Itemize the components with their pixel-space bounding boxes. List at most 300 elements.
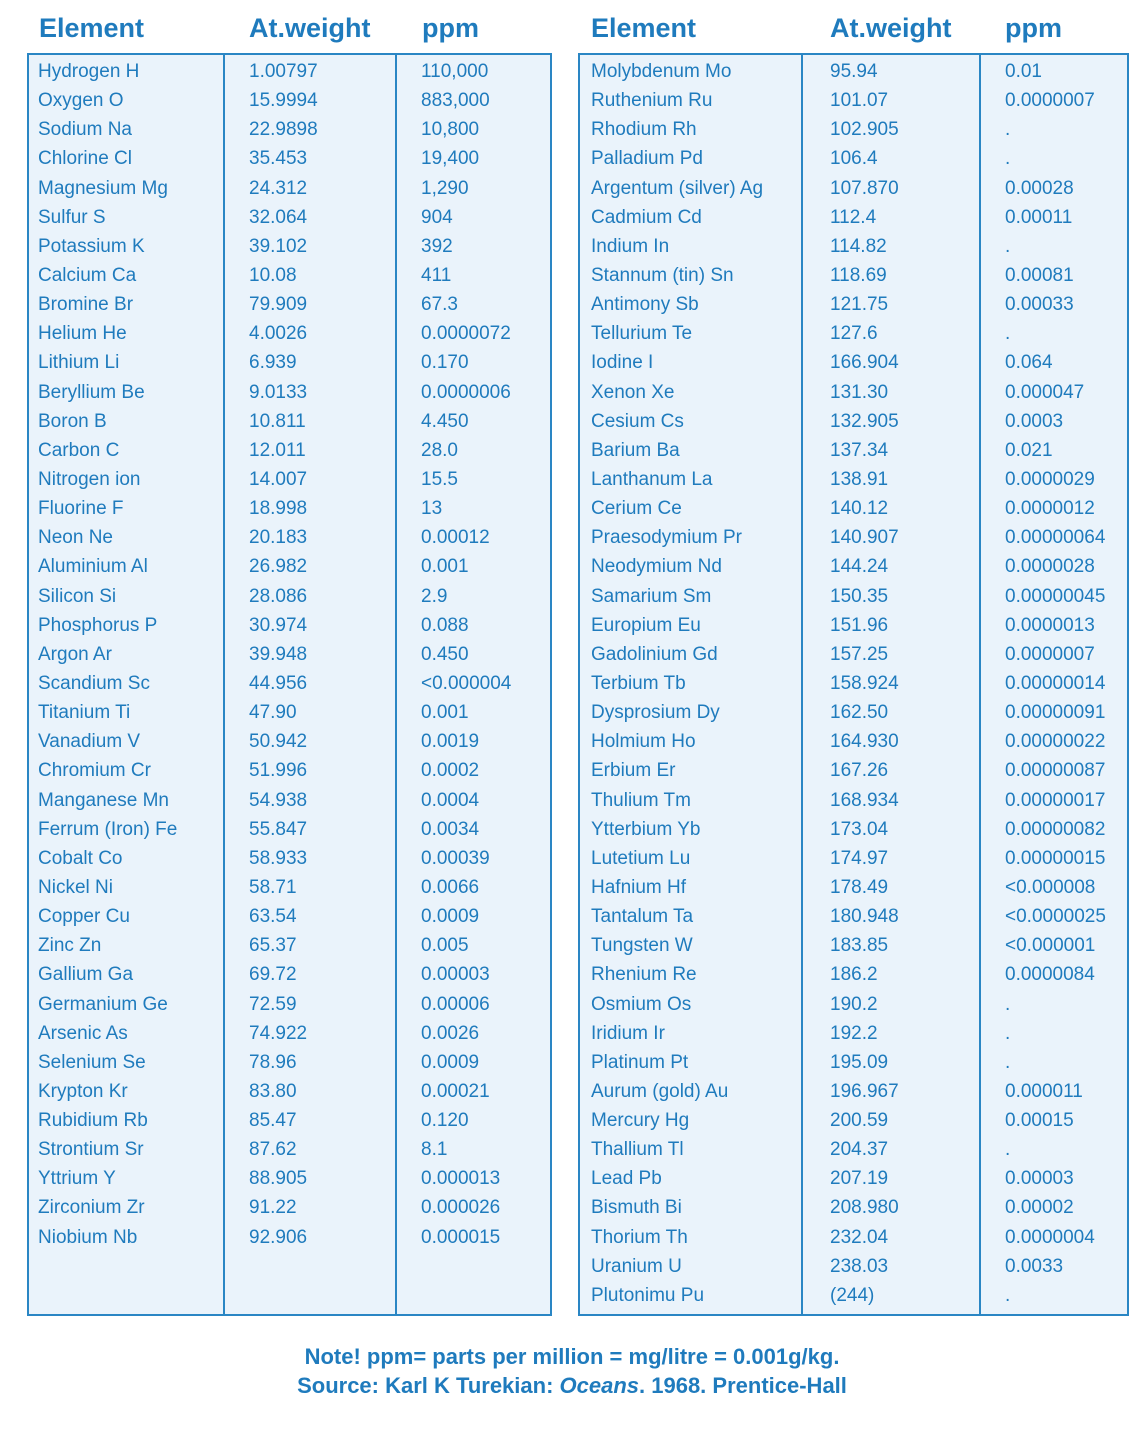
table-row bbox=[580, 611, 1127, 640]
table-row bbox=[29, 1106, 550, 1135]
element-name: Uranium U bbox=[591, 1255, 682, 1277]
ppm-value: 0.120 bbox=[421, 1110, 469, 1132]
ppm-value: 0.0026 bbox=[421, 1022, 480, 1044]
element-name: Chromium Cr bbox=[38, 760, 151, 782]
source-line bbox=[0, 1371, 1144, 1400]
element-name: Carbon C bbox=[38, 439, 120, 461]
table-row bbox=[580, 57, 1127, 86]
ppm-value: 0.0009 bbox=[421, 1051, 480, 1073]
atomic-weight: 55.847 bbox=[249, 818, 308, 840]
right-table-header bbox=[578, 0, 1129, 53]
ppm-value: . bbox=[1005, 1284, 1011, 1306]
table-row bbox=[29, 261, 550, 290]
table-row bbox=[29, 319, 550, 348]
element-name: Beryllium Be bbox=[38, 381, 145, 403]
table-row bbox=[580, 902, 1127, 931]
ppm-value: 67.3 bbox=[421, 294, 458, 316]
table-row bbox=[29, 873, 550, 902]
atomic-weight: 9.0133 bbox=[249, 381, 308, 403]
element-name: Manganese Mn bbox=[38, 789, 169, 811]
element-name: Chlorine Cl bbox=[38, 148, 132, 170]
atomic-weight: 26.982 bbox=[249, 556, 308, 578]
table-row bbox=[29, 611, 550, 640]
atomic-weight: 20.183 bbox=[249, 527, 308, 549]
table-row bbox=[29, 960, 550, 989]
atomic-weight: 118.69 bbox=[830, 264, 887, 286]
element-name: Helium He bbox=[38, 323, 127, 345]
ppm-value: . bbox=[1005, 148, 1011, 170]
ppm-value: 0.00000087 bbox=[1005, 760, 1106, 782]
atomic-weight: (244) bbox=[830, 1284, 875, 1306]
ppm-value: 0.00033 bbox=[1005, 294, 1074, 316]
table-row bbox=[29, 494, 550, 523]
atomic-weight: 232.04 bbox=[830, 1226, 889, 1248]
atomic-weight: 140.907 bbox=[830, 527, 899, 549]
element-name: Indium In bbox=[591, 235, 670, 257]
element-name: Zirconium Zr bbox=[38, 1197, 145, 1219]
atomic-weight: 158.924 bbox=[830, 672, 899, 694]
atomic-weight: 65.37 bbox=[249, 935, 297, 957]
element-name: Thallium Tl bbox=[591, 1139, 684, 1161]
element-name: Samarium Sm bbox=[591, 585, 712, 607]
element-name: Aluminium Al bbox=[38, 556, 148, 578]
atomic-weight: 186.2 bbox=[830, 964, 878, 986]
atomic-weight: 58.933 bbox=[249, 847, 308, 869]
atomic-weight: 168.934 bbox=[830, 789, 899, 811]
table-row bbox=[29, 232, 550, 261]
element-name: Gadolinium Gd bbox=[591, 643, 718, 665]
element-name: Nitrogen ion bbox=[38, 468, 141, 490]
atomic-weight: 121.75 bbox=[830, 294, 889, 316]
atomic-weight: 101.07 bbox=[830, 90, 889, 112]
table-row bbox=[580, 756, 1127, 785]
atomic-weight: 54.938 bbox=[249, 789, 308, 811]
ppm-value: 0.00081 bbox=[1005, 264, 1074, 286]
table-row bbox=[29, 523, 550, 552]
element-name: Vanadium V bbox=[38, 731, 141, 753]
atomic-weight: 88.905 bbox=[249, 1168, 308, 1190]
element-name: Phosphorus P bbox=[38, 614, 158, 636]
atomic-weight: 178.49 bbox=[830, 876, 889, 898]
table-row bbox=[580, 1252, 1127, 1281]
right-table bbox=[578, 0, 1129, 1306]
ppm-value: 411 bbox=[421, 264, 452, 286]
atomic-weight: 4.0026 bbox=[249, 323, 308, 345]
ppm-value: 0.000047 bbox=[1005, 381, 1085, 403]
table-row bbox=[29, 407, 550, 436]
table-row bbox=[29, 436, 550, 465]
table-row bbox=[580, 494, 1127, 523]
note-line: Note! ppm= parts per million = mg/litre = 0.001g/kg. bbox=[304, 1344, 840, 1369]
ppm-value: 0.0000006 bbox=[421, 381, 511, 403]
element-name: Mercury Hg bbox=[591, 1110, 690, 1132]
atomic-weight: 107.870 bbox=[830, 177, 899, 199]
atomic-weight: 87.62 bbox=[249, 1139, 297, 1161]
atomic-weight: 183.85 bbox=[830, 935, 889, 957]
atomic-weight: 35.453 bbox=[249, 148, 308, 170]
ppm-value: 0.001 bbox=[421, 702, 469, 724]
ppm-value: 0.0000007 bbox=[1005, 643, 1095, 665]
table-row bbox=[29, 203, 550, 232]
ppm-value: 0.00003 bbox=[421, 964, 490, 986]
header-element: Element bbox=[591, 13, 697, 43]
ppm-value: 0.088 bbox=[421, 614, 469, 636]
table-row bbox=[580, 407, 1127, 436]
element-name: Europium Eu bbox=[591, 614, 701, 636]
element-name: Oxygen O bbox=[38, 90, 124, 112]
ppm-value: 0.000011 bbox=[1005, 1080, 1083, 1102]
element-name: Bismuth Bi bbox=[591, 1197, 682, 1219]
table-row bbox=[29, 698, 550, 727]
atomic-weight: 151.96 bbox=[830, 614, 889, 636]
element-name: Thorium Th bbox=[591, 1226, 688, 1248]
ppm-value: 0.0002 bbox=[421, 760, 480, 782]
element-name: Palladium Pd bbox=[591, 148, 703, 170]
table-row bbox=[580, 1048, 1127, 1077]
atomic-weight: 207.19 bbox=[830, 1168, 889, 1190]
table-row bbox=[580, 523, 1127, 552]
table-row bbox=[580, 990, 1127, 1019]
table-row bbox=[580, 115, 1127, 144]
element-name: Molybdenum Mo bbox=[591, 61, 732, 82]
table-row bbox=[580, 698, 1127, 727]
header-weight: At.weight bbox=[249, 13, 371, 43]
element-name: Argentum (silver) Ag bbox=[591, 177, 764, 199]
atomic-weight: 22.9898 bbox=[249, 119, 318, 141]
element-name: Hydrogen H bbox=[38, 61, 140, 82]
ppm-value: 0.00012 bbox=[421, 527, 490, 549]
table-row bbox=[29, 1077, 550, 1106]
element-name: Zinc Zn bbox=[38, 935, 102, 957]
table-row bbox=[29, 1019, 550, 1048]
element-name: Ytterbium Yb bbox=[591, 818, 701, 840]
atomic-weight: 15.9994 bbox=[249, 90, 318, 112]
header-weight: At.weight bbox=[830, 13, 952, 43]
ppm-value: 28.0 bbox=[421, 439, 458, 461]
table-row bbox=[29, 57, 550, 86]
ppm-value: 0.00000091 bbox=[1005, 702, 1106, 724]
element-name: Yttrium Y bbox=[38, 1168, 116, 1190]
ppm-value: 0.0066 bbox=[421, 876, 480, 898]
atomic-weight: 204.37 bbox=[830, 1139, 889, 1161]
atomic-weight: 131.30 bbox=[830, 381, 889, 403]
table-row bbox=[29, 640, 550, 669]
ppm-value: 0.00000022 bbox=[1005, 731, 1106, 753]
element-name: Rubidium Rb bbox=[38, 1110, 148, 1132]
element-name: Lanthanum La bbox=[591, 468, 713, 490]
element-name: Rhenium Re bbox=[591, 964, 697, 986]
ppm-value: 0.0000084 bbox=[1005, 964, 1095, 986]
table-row bbox=[580, 727, 1127, 756]
element-name: Scandium Sc bbox=[38, 672, 150, 694]
atomic-weight: 10.811 bbox=[249, 410, 306, 432]
table-row bbox=[580, 582, 1127, 611]
ppm-value: <0.000001 bbox=[1005, 935, 1096, 957]
element-name: Iodine I bbox=[591, 352, 654, 374]
element-name: Cesium Cs bbox=[591, 410, 684, 432]
atomic-weight: 78.96 bbox=[249, 1051, 297, 1073]
table-row bbox=[580, 931, 1127, 960]
atomic-weight: 18.998 bbox=[249, 498, 308, 520]
element-name: Iridium Ir bbox=[591, 1022, 665, 1044]
element-name: Stannum (tin) Sn bbox=[591, 264, 734, 286]
atomic-weight: 102.905 bbox=[830, 119, 899, 141]
table-row bbox=[580, 232, 1127, 261]
atomic-weight: 50.942 bbox=[249, 731, 308, 753]
table-row bbox=[580, 844, 1127, 873]
element-name: Antimony Sb bbox=[591, 294, 699, 316]
ppm-value: 0.000015 bbox=[421, 1226, 501, 1248]
atomic-weight: 238.03 bbox=[830, 1255, 889, 1277]
ppm-value: 0.000026 bbox=[421, 1197, 501, 1219]
table-row bbox=[580, 1223, 1127, 1252]
table-row bbox=[580, 640, 1127, 669]
ppm-value: 0.00003 bbox=[1005, 1168, 1074, 1190]
atomic-weight: 79.909 bbox=[249, 294, 308, 316]
element-name: Nickel Ni bbox=[38, 876, 113, 898]
atomic-weight: 83.80 bbox=[249, 1080, 297, 1102]
table-row bbox=[580, 669, 1127, 698]
element-name: Neon Ne bbox=[38, 527, 113, 549]
ppm-value: 0.00028 bbox=[1005, 177, 1074, 199]
ppm-value: 4.450 bbox=[421, 410, 469, 432]
ppm-value: 0.000013 bbox=[421, 1168, 501, 1190]
atomic-weight: 138.91 bbox=[830, 468, 889, 490]
table-row bbox=[29, 931, 550, 960]
ppm-value: . bbox=[1005, 119, 1011, 141]
element-name: Strontium Sr bbox=[38, 1139, 144, 1161]
ppm-value: 8.1 bbox=[421, 1139, 448, 1161]
ppm-value: 904 bbox=[421, 206, 453, 228]
ppm-value: . bbox=[1005, 1051, 1011, 1073]
source-prefix: Source: Karl K Turekian: bbox=[297, 1373, 560, 1398]
table-row bbox=[29, 1223, 550, 1252]
ppm-value: 0.00000082 bbox=[1005, 818, 1106, 840]
atomic-weight: 132.905 bbox=[830, 410, 899, 432]
atomic-weight: 72.59 bbox=[249, 993, 297, 1015]
element-name: Gallium Ga bbox=[38, 964, 134, 986]
atomic-weight: 166.904 bbox=[830, 352, 899, 374]
table-row bbox=[29, 1135, 550, 1164]
table-row bbox=[29, 786, 550, 815]
element-name: Calcium Ca bbox=[38, 264, 137, 286]
ppm-value: 13 bbox=[421, 498, 443, 520]
table-row bbox=[29, 552, 550, 581]
ppm-value: 0.005 bbox=[421, 935, 469, 957]
element-name: Tantalum Ta bbox=[591, 906, 694, 928]
source-suffix: . 1968. Prentice-Hall bbox=[639, 1373, 847, 1398]
atomic-weight: 195.09 bbox=[830, 1051, 889, 1073]
atomic-weight: 58.71 bbox=[249, 876, 297, 898]
ppm-value: 0.0000072 bbox=[421, 323, 511, 345]
ppm-value: 0.00002 bbox=[1005, 1197, 1074, 1219]
atomic-weight: 44.956 bbox=[249, 672, 308, 694]
atomic-weight: 39.102 bbox=[249, 235, 308, 257]
atomic-weight: 47.90 bbox=[249, 702, 297, 724]
atomic-weight: 137.34 bbox=[830, 439, 889, 461]
table-row bbox=[580, 815, 1127, 844]
table-row bbox=[580, 1077, 1127, 1106]
table-row bbox=[580, 144, 1127, 173]
table-row bbox=[29, 1164, 550, 1193]
table-row bbox=[29, 990, 550, 1019]
element-name: Boron B bbox=[38, 410, 107, 432]
ppm-value: 0.0019 bbox=[421, 731, 480, 753]
atomic-weight: 208.980 bbox=[830, 1197, 899, 1219]
ppm-value: 883,000 bbox=[421, 90, 490, 112]
atomic-weight: 6.939 bbox=[249, 352, 297, 374]
element-name: Praesodymium Pr bbox=[591, 527, 742, 549]
ppm-value: 0.01 bbox=[1005, 61, 1042, 82]
table-row bbox=[29, 348, 550, 377]
atomic-weight: 32.064 bbox=[249, 206, 308, 228]
element-name: Holmium Ho bbox=[591, 731, 696, 753]
table-row bbox=[580, 174, 1127, 203]
table-row bbox=[580, 1164, 1127, 1193]
ppm-value: <0.000008 bbox=[1005, 876, 1096, 898]
atomic-weight: 140.12 bbox=[830, 498, 889, 520]
right-table-body bbox=[578, 53, 1129, 1316]
element-name: Magnesium Mg bbox=[38, 177, 168, 199]
left-table-header bbox=[27, 0, 552, 53]
atomic-weight: 95.94 bbox=[830, 61, 878, 82]
atomic-weight: 74.922 bbox=[249, 1022, 308, 1044]
ppm-value: <0.0000025 bbox=[1005, 906, 1106, 928]
element-name: Rhodium Rh bbox=[591, 119, 697, 141]
ppm-value: 0.064 bbox=[1005, 352, 1053, 374]
table-row bbox=[29, 465, 550, 494]
table-row bbox=[580, 1135, 1127, 1164]
left-table-body bbox=[27, 53, 552, 1316]
table-row bbox=[580, 348, 1127, 377]
atomic-weight: 144.24 bbox=[830, 556, 889, 578]
ppm-value: 0.00000014 bbox=[1005, 672, 1106, 694]
atomic-weight: 112.4 bbox=[830, 206, 877, 228]
table-row bbox=[29, 844, 550, 873]
ppm-value: <0.000004 bbox=[421, 672, 512, 694]
atomic-weight: 127.6 bbox=[830, 323, 878, 345]
header-ppm: ppm bbox=[1005, 13, 1062, 43]
table-row bbox=[580, 203, 1127, 232]
table-row bbox=[580, 290, 1127, 319]
element-name: Potassium K bbox=[38, 235, 145, 257]
ppm-value: 0.0000013 bbox=[1005, 614, 1095, 636]
ppm-value: 0.0000012 bbox=[1005, 498, 1095, 520]
element-name: Erbium Er bbox=[591, 760, 676, 782]
element-name: Germanium Ge bbox=[38, 993, 168, 1015]
element-name: Tellurium Te bbox=[591, 323, 693, 345]
atomic-weight: 85.47 bbox=[249, 1110, 297, 1132]
ppm-value: 10,800 bbox=[421, 119, 480, 141]
header-ppm: ppm bbox=[422, 13, 479, 43]
table-row bbox=[580, 1019, 1127, 1048]
table-row bbox=[29, 727, 550, 756]
atomic-weight: 92.906 bbox=[249, 1226, 308, 1248]
element-name: Krypton Kr bbox=[38, 1080, 128, 1102]
table-row bbox=[580, 960, 1127, 989]
element-name: Hafnium Hf bbox=[591, 876, 687, 898]
atomic-weight: 114.82 bbox=[830, 235, 887, 257]
table-row bbox=[29, 815, 550, 844]
table-row bbox=[29, 144, 550, 173]
atomic-weight: 91.22 bbox=[249, 1197, 297, 1219]
ppm-value: 19,400 bbox=[421, 148, 480, 170]
atomic-weight: 14.007 bbox=[249, 468, 308, 490]
ppm-value: 0.0033 bbox=[1005, 1255, 1064, 1277]
ppm-value: 0.00000064 bbox=[1005, 527, 1106, 549]
element-name: Barium Ba bbox=[591, 439, 680, 461]
element-name: Lithium Li bbox=[38, 352, 120, 374]
ppm-value: 0.00021 bbox=[421, 1080, 490, 1102]
table-row bbox=[29, 1193, 550, 1222]
atomic-weight: 51.996 bbox=[249, 760, 308, 782]
ppm-value: 2.9 bbox=[421, 585, 448, 607]
ppm-value: 0.0004 bbox=[421, 789, 480, 811]
ppm-value: . bbox=[1005, 1022, 1011, 1044]
ppm-value: 0.0000028 bbox=[1005, 556, 1095, 578]
table-row bbox=[580, 1193, 1127, 1222]
table-row bbox=[580, 86, 1127, 115]
element-name: Xenon Xe bbox=[591, 381, 675, 403]
element-name: Lead Pb bbox=[591, 1168, 662, 1190]
atomic-weight: 63.54 bbox=[249, 906, 297, 928]
table-row bbox=[580, 786, 1127, 815]
ppm-value: 0.00000017 bbox=[1005, 789, 1106, 811]
atomic-weight: 200.59 bbox=[830, 1110, 889, 1132]
atomic-weight: 30.974 bbox=[249, 614, 308, 636]
table-row bbox=[580, 436, 1127, 465]
element-name: Selenium Se bbox=[38, 1051, 146, 1073]
element-name: Aurum (gold) Au bbox=[591, 1080, 729, 1102]
element-name: Terbium Tb bbox=[591, 672, 686, 694]
atomic-weight: 174.97 bbox=[830, 847, 889, 869]
ppm-value: . bbox=[1005, 235, 1011, 257]
atomic-weight: 164.930 bbox=[830, 731, 899, 753]
ppm-value: 0.00000045 bbox=[1005, 585, 1106, 607]
ppm-value: 0.001 bbox=[421, 556, 469, 578]
left-table bbox=[27, 0, 552, 1248]
ppm-value: 0.170 bbox=[421, 352, 469, 374]
atomic-weight: 12.011 bbox=[249, 439, 306, 461]
table-row bbox=[29, 756, 550, 785]
ppm-value: 0.00011 bbox=[1005, 206, 1073, 228]
ppm-value: 0.0000029 bbox=[1005, 468, 1095, 490]
element-name: Sodium Na bbox=[38, 119, 132, 141]
ppm-value: 0.021 bbox=[1005, 439, 1053, 461]
atomic-weight: 150.35 bbox=[830, 585, 889, 607]
ppm-value: 0.0000004 bbox=[1005, 1226, 1095, 1248]
atomic-weight: 39.948 bbox=[249, 643, 308, 665]
table-row bbox=[29, 290, 550, 319]
table-row bbox=[29, 582, 550, 611]
element-name: Thulium Tm bbox=[591, 789, 691, 811]
table-row bbox=[580, 552, 1127, 581]
atomic-weight: 69.72 bbox=[249, 964, 297, 986]
table-row bbox=[29, 86, 550, 115]
ppm-value: 0.450 bbox=[421, 643, 469, 665]
table-row bbox=[29, 174, 550, 203]
element-name: Dysprosium Dy bbox=[591, 702, 720, 724]
ppm-value: 0.0000007 bbox=[1005, 90, 1095, 112]
element-name: Ruthenium Ru bbox=[591, 90, 713, 112]
ppm-value: . bbox=[1005, 323, 1011, 345]
atomic-weight: 1.00797 bbox=[249, 61, 318, 82]
atomic-weight: 167.26 bbox=[830, 760, 889, 782]
table-row bbox=[29, 115, 550, 144]
ppm-value: 0.00000015 bbox=[1005, 847, 1106, 869]
atomic-weight: 162.50 bbox=[830, 702, 889, 724]
atomic-weight: 196.967 bbox=[830, 1080, 899, 1102]
